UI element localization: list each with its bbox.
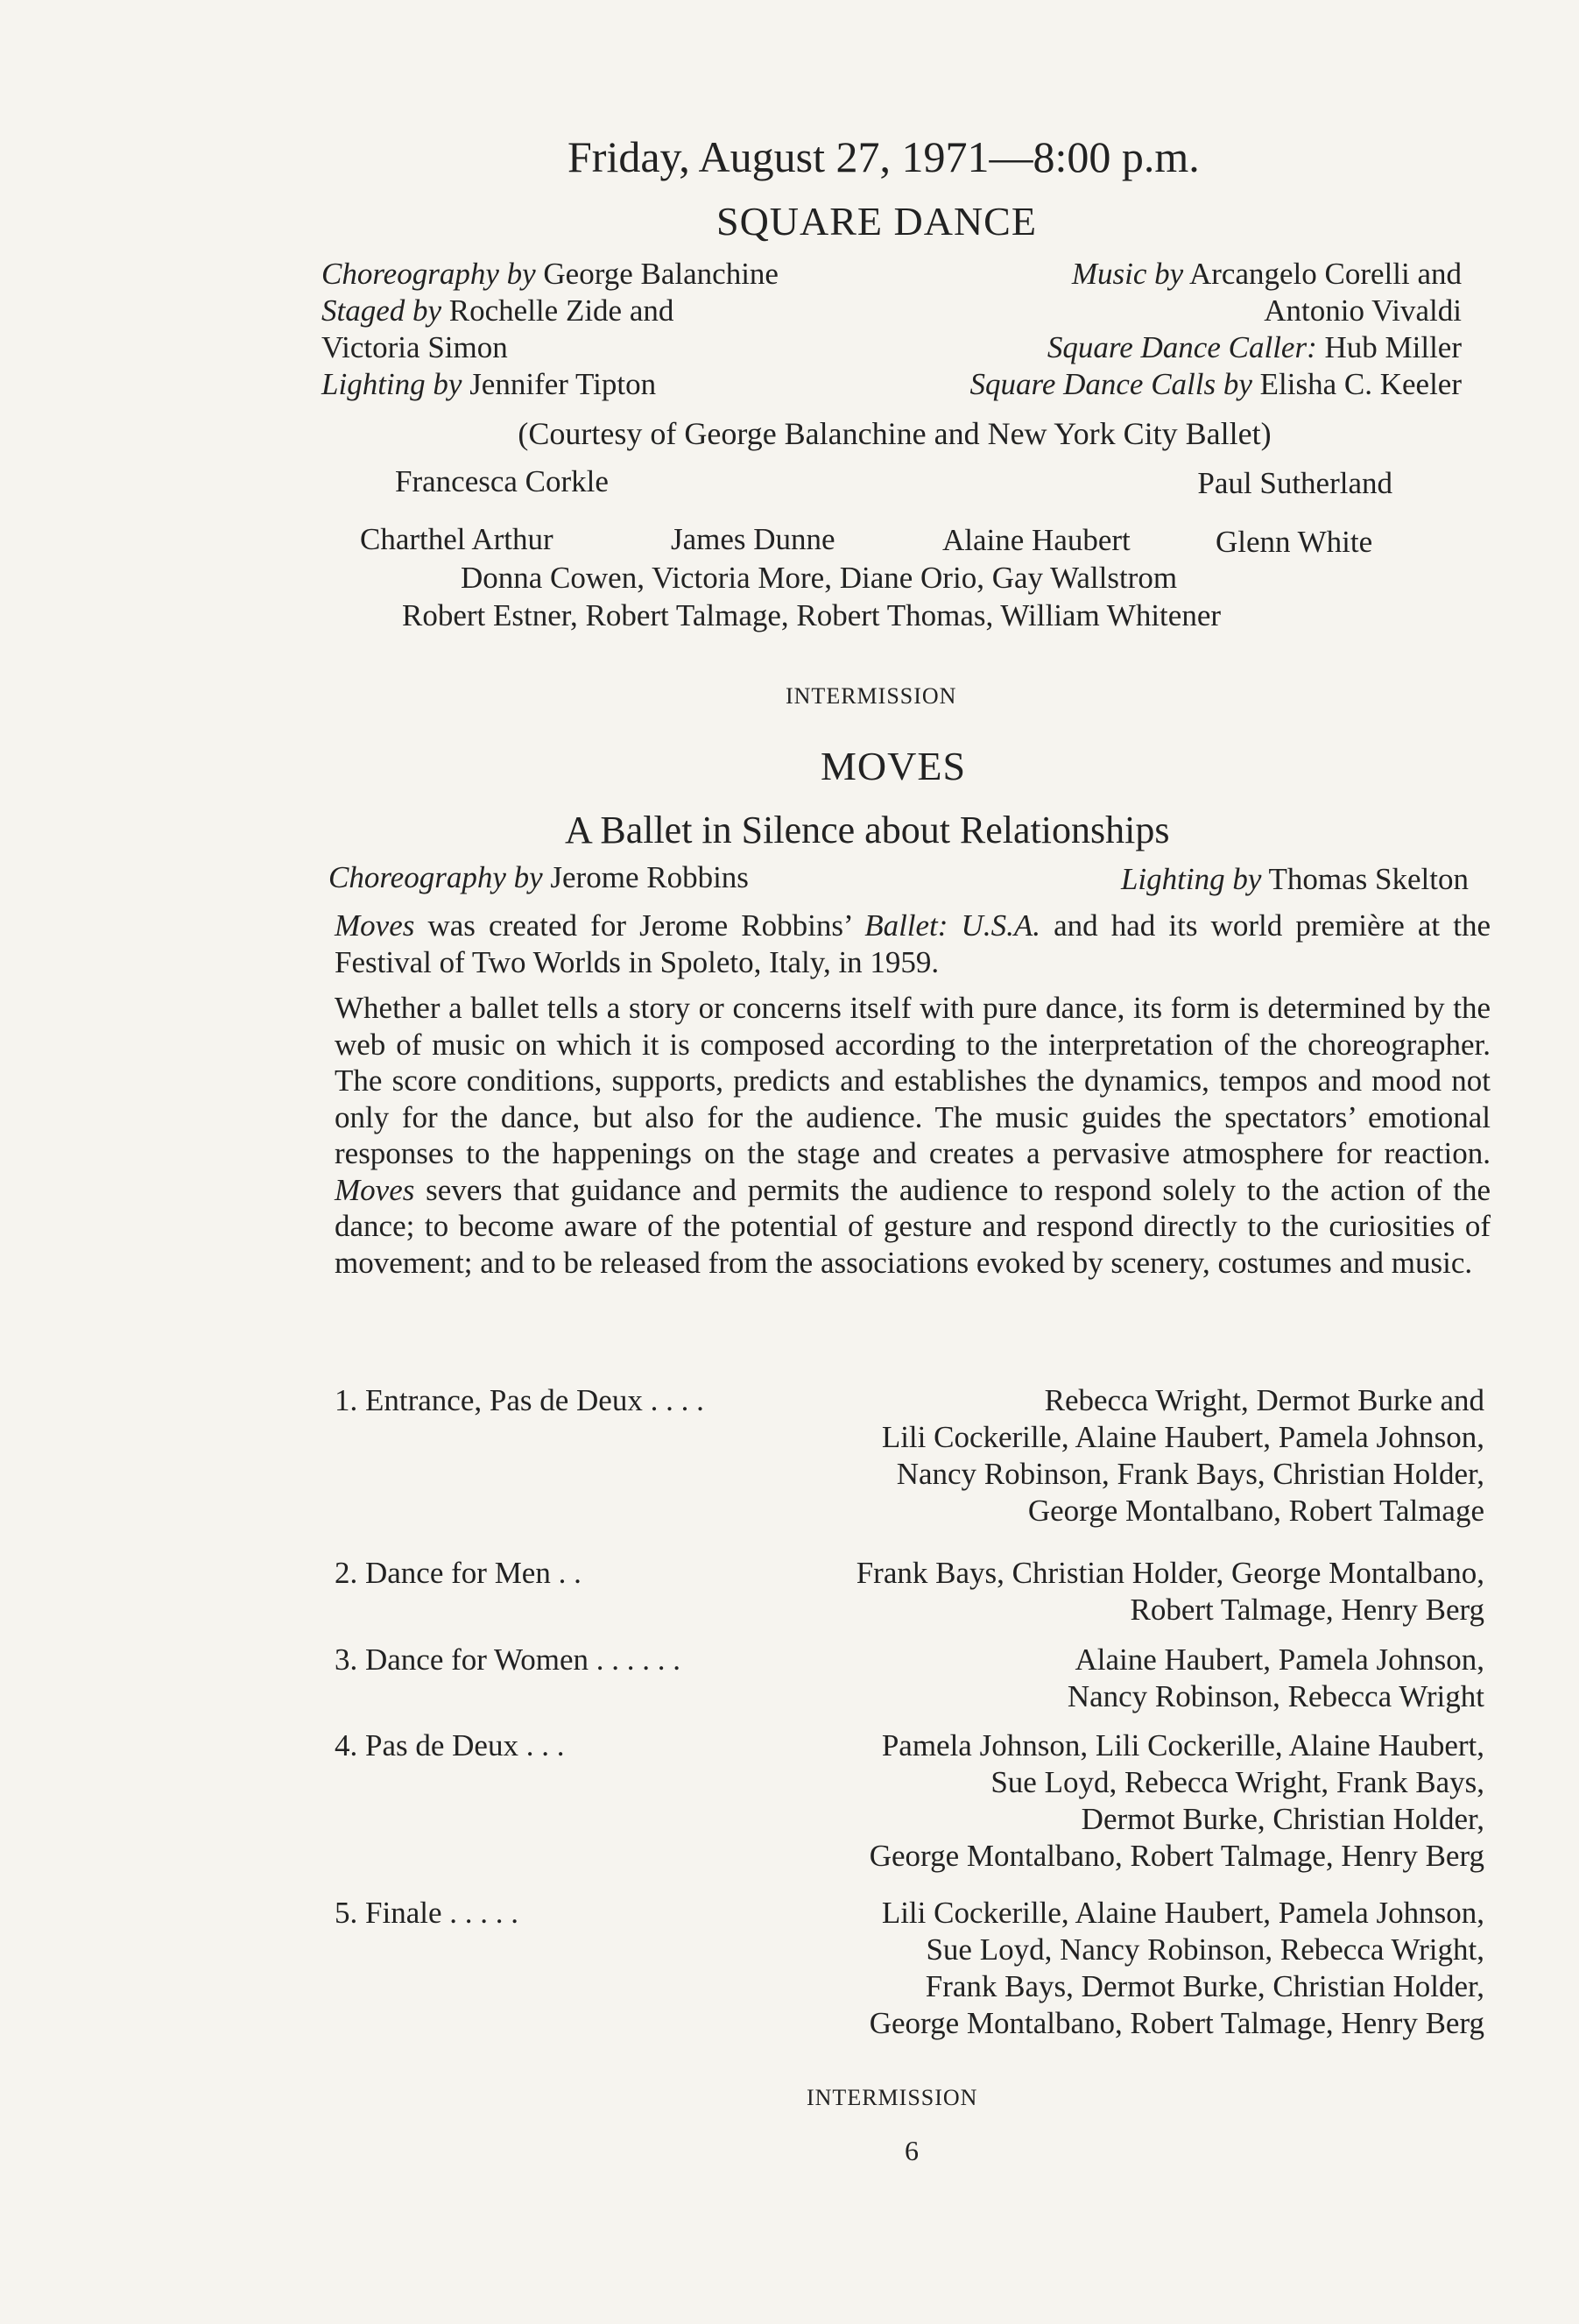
soloist: James Dunne	[671, 522, 835, 556]
performance-date: Friday, August 27, 1971—8:00 p.m.	[567, 132, 1200, 181]
moves-credit-left: Choreography by Jerome Robbins	[328, 860, 749, 894]
section-label: 1. Entrance, Pas de Deux . . . .	[335, 1383, 704, 1417]
credits-right	[970, 256, 1463, 403]
section-label: 5. Finale . . . . .	[335, 1896, 518, 1930]
credit-line: Staged by Rochelle Zide and	[321, 293, 674, 328]
intermission-label: INTERMISSION	[786, 683, 957, 709]
section-dancers: Lili Cockerille, Alaine Haubert, Pamela Johnson, Sue Loyd, Nancy Robinson, Rebecca Wright, Frank Bays, Dermot Burke, Christian Holder, George Montalbano, Robert Talmage, Henry Berg	[869, 1896, 1484, 2040]
principal-dancer: Paul Sutherland	[1197, 466, 1392, 500]
section-dancers: Frank Bays, Christian Holder, George Montalbano, Robert Talmage, Henry Berg	[856, 1556, 1484, 1627]
credits-left	[321, 256, 779, 403]
courtesy-note: (Courtesy of George Balanchine and New York City Ballet)	[518, 416, 1272, 451]
section-label: 2. Dance for Men . .	[335, 1556, 582, 1590]
ensemble-line: Robert Estner, Robert Talmage, Robert Thomas, William Whitener	[402, 598, 1222, 632]
page-number: 6	[905, 2135, 919, 2166]
credit-line: Antonio Vivaldi	[1264, 293, 1462, 328]
section-label: 3. Dance for Women . . . . . .	[335, 1642, 681, 1677]
moves-intro-paragraph: Moves was created for Jerome Robbins’ Ballet: U.S.A. and had its world première at the Festival of Two Worlds in Spoleto, Italy, in 1959.	[335, 908, 1491, 979]
moves-credit-right: Lighting by Thomas Skelton	[1120, 862, 1469, 896]
credit-line: Square Dance Calls by Elisha C. Keeler	[969, 367, 1462, 401]
intermission-label: INTERMISSION	[807, 2085, 978, 2110]
credit-line: Choreography by George Balanchine	[321, 257, 779, 291]
credit-line: Square Dance Caller: Hub Miller	[1047, 330, 1462, 364]
credit-line: Lighting by Jennifer Tipton	[321, 367, 657, 401]
credit-line: Music by Arcangelo Corelli and	[1071, 257, 1462, 291]
section-label: 4. Pas de Deux . . .	[335, 1728, 565, 1762]
ballet-title-square-dance: SQUARE DANCE	[716, 199, 1037, 244]
credit-line: Victoria Simon	[321, 330, 508, 364]
section-dancers: Pamela Johnson, Lili Cockerille, Alaine Haubert, Sue Loyd, Rebecca Wright, Frank Bays, Dermot Burke, Christian Holder, George Montalbano, Robert Talmage, Henry Berg	[869, 1728, 1484, 1873]
ensemble-line: Donna Cowen, Victoria More, Diane Orio, Gay Wallstrom	[461, 561, 1178, 595]
section-dancers: Rebecca Wright, Dermot Burke and Lili Cockerille, Alaine Haubert, Pamela Johnson, Nancy Robinson, Frank Bays, Christian Holder, George Montalbano, Robert Talmage	[881, 1383, 1484, 1528]
ballet-title-moves: MOVES	[821, 744, 967, 788]
principal-dancer: Francesca Corkle	[395, 464, 609, 498]
moves-essay-paragraph: Whether a ballet tells a story or concerns itself with pure dance, its form is determined by the web of music on which it is composed according to the interpretation of the choreographer. The score conditions, supports, predicts and establishes the dynamics, tempos and mood not only for the dance, but also for the audience. The music guides the spectators’ emotional responses to the happenings on the stage and creates a pervasive atmosphere for reaction. Moves severs that guidance and permits the audience to respond solely to the action of the dance; to become aware of the potential of gesture and respond directly to the curiosities of movement; and to be released from the associations evoked by scenery, costumes and music.	[335, 991, 1491, 1280]
ballet-subtitle: A Ballet in Silence about Relationships	[565, 809, 1170, 851]
soloist: Alaine Haubert	[942, 523, 1131, 557]
soloist: Glenn White	[1216, 525, 1373, 559]
soloist: Charthel Arthur	[360, 522, 553, 556]
section-dancers: Alaine Haubert, Pamela Johnson, Nancy Robinson, Rebecca Wright	[1067, 1642, 1484, 1713]
